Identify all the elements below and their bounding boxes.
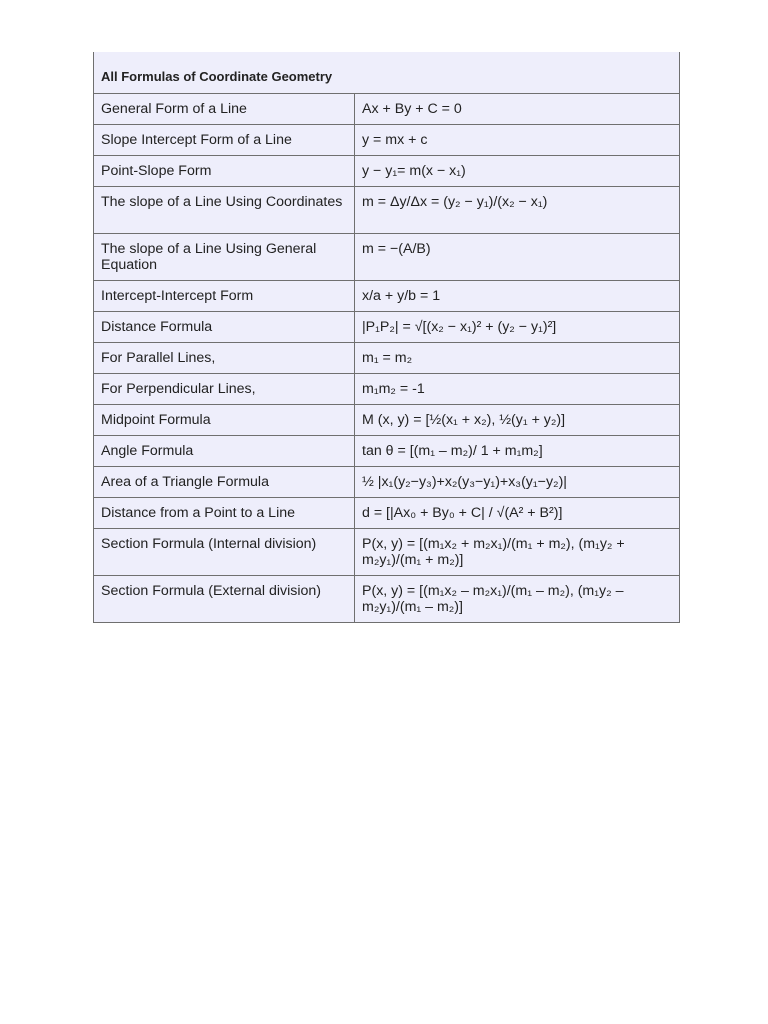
table-header-row <box>94 52 680 94</box>
formula-value-cell: y − y₁= m(x − x₁) <box>355 156 680 187</box>
table-row <box>94 436 680 467</box>
formula-value-cell: ½ |x₁(y₂−y₃)+x₂(y₃−y₁)+x₃(y₁−y₂)| <box>355 467 680 498</box>
formula-name-cell: Slope Intercept Form of a Line <box>94 125 355 156</box>
table-row <box>94 281 680 312</box>
formula-name-cell: Intercept-Intercept Form <box>94 281 355 312</box>
formula-name-cell: Distance from a Point to a Line <box>94 498 355 529</box>
table-row <box>94 94 680 125</box>
formula-value-cell: d = [|Ax₀ + By₀ + C| / √(A² + B²)] <box>355 498 680 529</box>
table-row <box>94 576 680 623</box>
formula-value-cell: m₁m₂ = -1 <box>355 374 680 405</box>
formula-name-cell: Section Formula (External division) <box>94 576 355 623</box>
formula-value-cell: m = Δy/Δx = (y₂ − y₁)/(x₂ − x₁) <box>355 187 680 234</box>
formula-name-cell: Angle Formula <box>94 436 355 467</box>
table-row <box>94 234 680 281</box>
formula-name-cell: Point-Slope Form <box>94 156 355 187</box>
formula-name-cell: Distance Formula <box>94 312 355 343</box>
formula-value-cell: P(x, y) = [(m₁x₂ + m₂x₁)/(m₁ + m₂), (m₁y₂ + m₂y₁)/(m₁ + m₂)] <box>355 529 680 576</box>
formula-name-cell: The slope of a Line Using General Equation <box>94 234 355 281</box>
formula-value-cell: tan θ = [(m₁ – m₂)/ 1 + m₁m₂] <box>355 436 680 467</box>
formula-value-cell: m = −(A/B) <box>355 234 680 281</box>
formula-name-cell: For Perpendicular Lines, <box>94 374 355 405</box>
formula-name-cell: The slope of a Line Using Coordinates <box>94 187 355 234</box>
formula-value-cell: Ax + By + C = 0 <box>355 94 680 125</box>
table-title: All Formulas of Coordinate Geometry <box>94 52 680 94</box>
formula-name-cell: Section Formula (Internal division) <box>94 529 355 576</box>
formula-value-cell: M (x, y) = [½(x₁ + x₂), ½(y₁ + y₂)] <box>355 405 680 436</box>
formula-value-cell: x/a + y/b = 1 <box>355 281 680 312</box>
formula-value-cell: P(x, y) = [(m₁x₂ – m₂x₁)/(m₁ – m₂), (m₁y₂ – m₂y₁)/(m₁ – m₂)] <box>355 576 680 623</box>
formula-value-cell: m₁ = m₂ <box>355 343 680 374</box>
table-row <box>94 529 680 576</box>
table-row <box>94 187 680 234</box>
formula-name-cell: For Parallel Lines, <box>94 343 355 374</box>
table-row <box>94 374 680 405</box>
formula-name-cell: General Form of a Line <box>94 94 355 125</box>
table-body <box>94 94 680 623</box>
table-row <box>94 125 680 156</box>
formula-name-cell: Midpoint Formula <box>94 405 355 436</box>
table-row <box>94 467 680 498</box>
formula-value-cell: |P₁P₂| = √[(x₂ − x₁)² + (y₂ − y₁)²] <box>355 312 680 343</box>
table-row <box>94 312 680 343</box>
formula-value-cell: y = mx + c <box>355 125 680 156</box>
formula-name-cell: Area of a Triangle Formula <box>94 467 355 498</box>
table-row <box>94 498 680 529</box>
table-row <box>94 343 680 374</box>
table-row <box>94 156 680 187</box>
table-row <box>94 405 680 436</box>
formula-table <box>93 52 680 623</box>
